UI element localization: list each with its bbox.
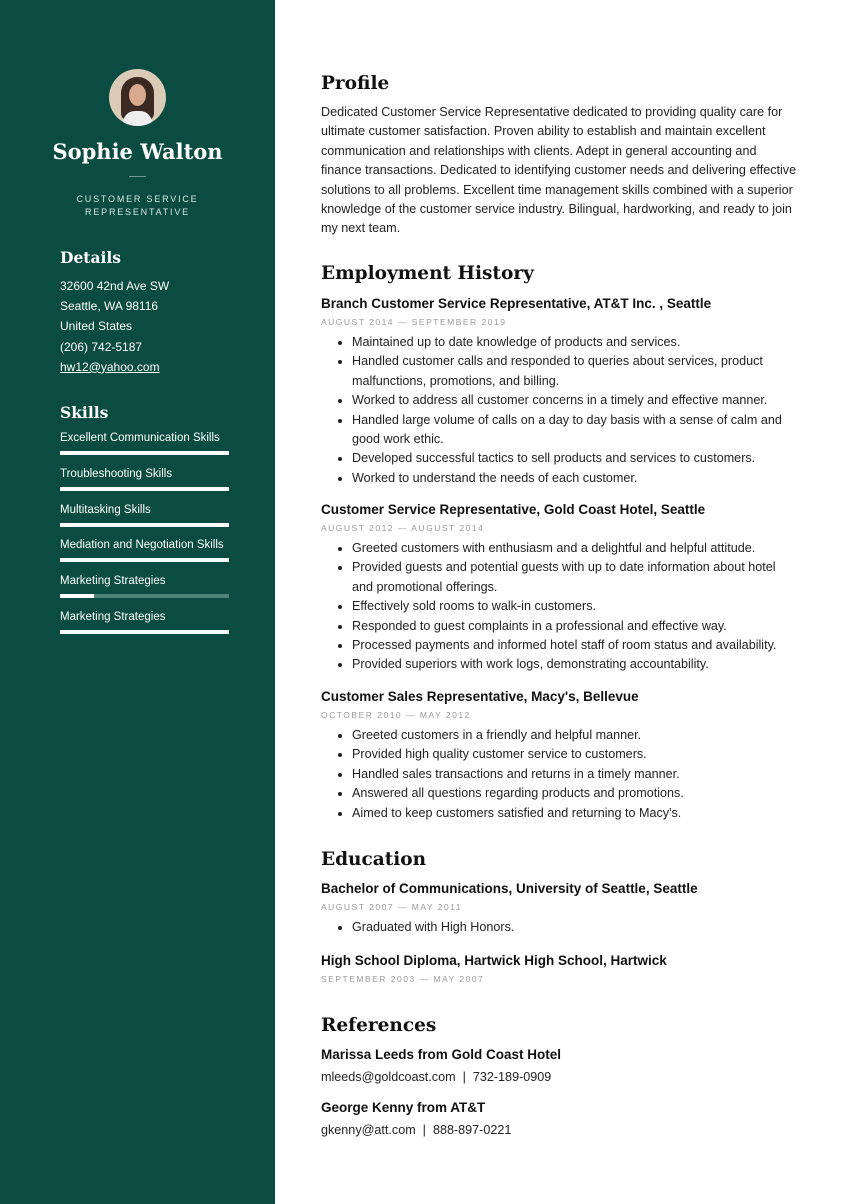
address-line: 32600 42nd Ave SW [60,279,170,293]
bullet-item: • Provided high quality customer service to customers. [352,745,797,764]
bullet-item: • Responded to guest complaints in a professional and effective way. [352,617,797,636]
skill-level-bar [60,523,229,527]
job-entry [321,295,797,488]
bullet-item: • Handled sales transactions and returns in a timely manner. [352,765,797,784]
job-entry [321,688,797,823]
job-entry-title: Branch Customer Service Representative, AT&T Inc. , Seattle [321,296,712,311]
job-title [0,193,275,219]
reference-entry [321,1046,797,1087]
skills-heading: Skills [60,403,109,422]
details-list [60,276,169,377]
skill-level-fill [60,487,229,491]
education-entry [321,880,797,937]
address-line: Seattle, WA 98116 [60,299,159,314]
skill-label: Marketing Strategies [60,610,166,623]
skill-item [60,539,229,575]
bullet-item: • Handled customer calls and responded to queries about services, product malfunctions, promotions, and billing. [352,352,797,391]
skill-item [60,611,229,647]
education-entry-bullets [321,918,797,937]
details-heading: Details [60,248,122,267]
job-title-line: CUSTOMER SERVICE [76,194,199,204]
phone: (206) 742-5187 [60,339,143,354]
skill-item [60,504,229,540]
bullet-item: • Worked to address all customer concerns in a timely and effective manner. [352,391,797,410]
skill-level-fill [60,451,229,455]
references-heading: References [321,1015,437,1036]
bullet-item: • Worked to understand the needs of each customer. [352,469,797,488]
reference-contact: gkenny@att.com | 888-897-0221 [321,1123,512,1137]
bullet-item: • Answered all questions regarding products and promotions. [352,784,797,803]
bullet-item: • Developed successful tactics to sell products and services to customers. [352,449,797,468]
bullet-item: • Handled large volume of calls on a day to day basis with a sense of calm and good work ethic. [352,411,797,450]
skills-list [60,432,229,647]
skill-label: Mediation and Negotiation Skills [60,539,224,552]
reference-name: George Kenny from AT&T [321,1100,486,1115]
skill-level-bar [60,558,229,562]
skill-item [60,468,229,504]
bullet-item: • Provided guests and potential guests with up to date information about hotel and promotional offerings. [352,558,797,597]
address-country: United States [60,319,133,334]
divider [129,176,146,177]
skill-level-bar [60,451,229,455]
job-entry-dates: OCTOBER 2010 — MAY 2012 [321,710,471,720]
job-title-line: REPRESENTATIVE [85,207,190,217]
avatar [109,69,166,126]
job-entry [321,501,797,675]
bullet-item: • Greeted customers with enthusiasm and a delightful and helpful attitude. [352,539,797,558]
bullet-item: • Aimed to keep customers satisfied and returning to Macy's. [352,804,797,823]
skill-label: Marketing Strategies [60,575,166,588]
skill-level-fill [60,630,229,634]
skill-label: Excellent Communication Skills [60,432,220,444]
education-entry-dates: AUGUST 2007 — MAY 2011 [321,902,463,912]
skill-label: Multitasking Skills [60,503,151,516]
job-entry-bullets [321,726,797,823]
job-entry-title: Customer Sales Representative, Macy's, Bellevue [321,689,639,704]
skill-level-bar [60,487,229,491]
skill-level-bar [60,594,229,598]
education-entry-title: Bachelor of Communications, University of Seattle, Seattle [321,881,698,896]
skill-level-fill [60,523,229,527]
employment-heading: Employment History [321,263,534,284]
job-entry-bullets [321,333,797,488]
profile-heading: Profile [321,73,390,94]
bullet-item: • Effectively sold rooms to walk-in customers. [352,597,797,616]
job-entry-title: Customer Service Representative, Gold Coast Hotel, Seattle [321,502,706,517]
bullet-item: • Provided superiors with work logs, demonstrating accountability. [352,655,797,674]
reference-contact: mleeds@goldcoast.com | 732-189-0909 [321,1070,552,1084]
reference-name: Marissa Leeds from Gold Coast Hotel [321,1047,562,1062]
education-entry-title: High School Diploma, Hartwick High School, Hartwick [321,953,667,968]
bullet-item: • Graduated with High Honors. [352,918,797,937]
skill-level-fill [60,594,94,598]
reference-entry [321,1099,797,1140]
profile-text: Dedicated Customer Service Representative dedicated to providing quality care for ultimate customer satisfaction. Proven ability to establish and maintain excellent communication and relationships with clients. Adept in general accounting and finance transactions. Dedicated to identifying customer needs and delivering effective solutions to all problems. Excellent time management skills combined with a superior knowledge of the customer service industry. Bilingual, hardworking, and ready to join my next team. [321,105,797,236]
bullet-item: • Maintained up to date knowledge of products and services. [352,333,797,352]
bullet-item: • Greeted customers in a friendly and helpful manner. [352,726,797,745]
education-entry [321,952,797,985]
skill-label: Troubleshooting Skills [60,467,173,480]
education-entry-dates: SEPTEMBER 2003 — MAY 2007 [321,974,485,984]
candidate-name: Sophie Walton [52,139,223,164]
sidebar [0,0,275,1204]
education-heading: Education [321,849,427,870]
skill-item [60,432,229,468]
job-entry-dates: AUGUST 2014 — SEPTEMBER 2019 [321,317,507,327]
job-entry-bullets [321,539,797,675]
skill-level-fill [60,558,229,562]
bullet-item: • Processed payments and informed hotel staff of room status and availability. [352,636,797,655]
skill-level-bar [60,630,229,634]
skill-item [60,575,229,611]
email-link[interactable]: hw12@yahoo.com [60,359,160,374]
job-entry-dates: AUGUST 2012 — AUGUST 2014 [321,523,485,533]
